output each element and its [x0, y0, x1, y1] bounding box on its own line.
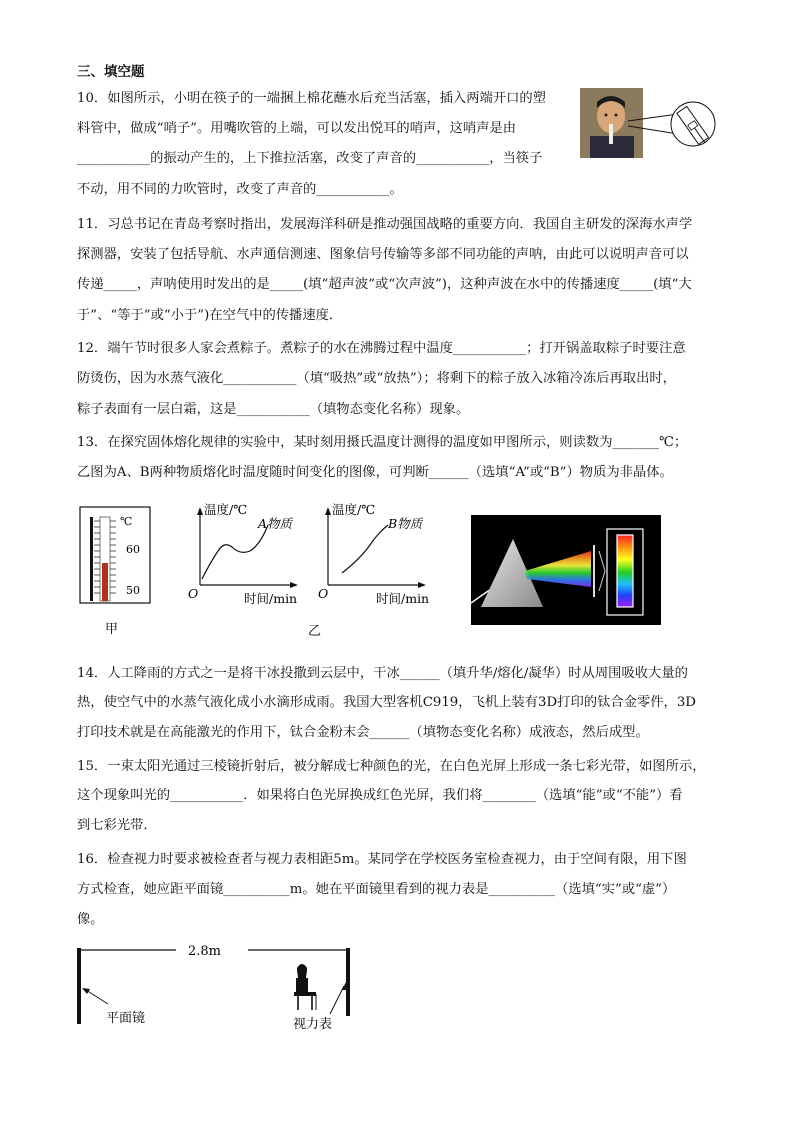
mirror-label: 平面镜 [106, 1011, 146, 1026]
thermo-tick-50: 50 [126, 584, 140, 597]
q11-line-2: 探测器，安装了包括导航、水声通信测速、图象信号传输等多部不同功能的声呐，由此可以说明声音可以 [77, 247, 689, 262]
q11-line-4: 于”、“等于”或“小于”)在空气中的传播速度． [77, 308, 343, 323]
q15-line-2: 这个现象叫光的___________．如果将白色光屏换成红色光屏，我们将________（选填“能”或“不能”）看 [77, 788, 683, 803]
q10-line-3: ___________的振动产生的，上下推拉活塞，改变了声音的___________，当筷子 [77, 151, 543, 166]
melting-graphs-figure [180, 495, 450, 649]
eye-chart-label: 视力表 [293, 1017, 333, 1032]
graph-a-xlabel: 时间/min [244, 591, 298, 606]
thermometer-figure [76, 505, 156, 644]
q15-line-3: 到七彩光带． [77, 818, 157, 833]
graph-b-ylabel: 温度/℃ [332, 502, 376, 517]
q14-line-1: 14．人工降雨的方式之一是将干冰投撒到云层中，干冰______（填升华/熔化/凝华）时从周围吸收大量的 [77, 666, 688, 681]
section-title: 三、填空题 [77, 64, 145, 80]
q11-line-1: 11．习总书记在青岛考察时指出，发展海洋科研是推动强国战略的重要方向．我国自主研发的深海水声学 [77, 217, 693, 232]
q13-line-1: 13．在探究固体熔化规律的实验中，某时刻用摄氏温度计测得的温度如甲图所示，则读数为_______℃； [77, 435, 688, 450]
q12-line-3: 粽子表面有一层白霜，这是___________（填物态变化名称）现象。 [77, 402, 470, 417]
eye-chart-wall [346, 948, 350, 1016]
graph-a-origin: O [188, 586, 199, 601]
distance-label: 2.8m [188, 944, 222, 959]
figure-caption-yi: 乙 [308, 624, 322, 639]
q10-line-4: 不动，用不同的力吹管时，改变了声音的___________。 [77, 182, 403, 197]
q16-line-3: 像。 [77, 912, 104, 927]
figure-caption-jia: 甲 [105, 622, 119, 637]
q15-line-1: 15．一束太阳光通过三棱镜折射后，被分解成七种颜色的光，在白色光屏上形成一条七彩光带，如图所示， [77, 759, 706, 774]
mirror-wall [77, 948, 81, 1024]
q12-line-2: 防烫伤，因为水蒸气液化___________（填“吸热”或“放热”）；将剩下的粽子放入冰箱冷冻后再取出时， [77, 371, 676, 386]
mirror-figure [72, 938, 372, 1042]
q10-line-1: 10．如图所示，小明在筷子的一端捆上棉花蘸水后充当活塞，插入两端开口的塑 [77, 91, 547, 106]
thermo-unit: ℃ [120, 515, 133, 528]
q14-line-3: 打印技术就是在高能激光的作用下，钛合金粉末会______（填物态变化名称）成液态，然后成型。 [77, 725, 649, 740]
graph-a-ylabel: 温度/℃ [204, 502, 248, 517]
graph-a-curve [202, 525, 268, 579]
prism-figure [471, 515, 661, 629]
graph-b-series-label: B物质 [388, 516, 423, 531]
q16-line-2: 方式检查，她应距平面镜__________m。她在平面镜里看到的视力表是__________（选填“实”或“虚”） [77, 882, 676, 897]
q13-line-2: 乙图为A、B两种物质熔化时温度随时间变化的图像，可判断______（选填“A”或“B”）物质为非晶体。 [77, 465, 673, 480]
thermo-tick-60: 60 [126, 543, 140, 556]
graph-b-curve [342, 525, 388, 573]
graph-b-xlabel: 时间/min [376, 591, 430, 606]
q16-line-1: 16．检查视力时要求被检查者与视力表相距5m。某同学在学校医务室检查视力，由于空间有限，用下图 [77, 852, 687, 867]
graph-a-series-label: A物质 [258, 516, 293, 531]
q14-line-2: 热，使空气中的水蒸气液化成小水滴形成雨。我国大型客机C919，飞机上装有3D打印的钛合金零件，3D [77, 695, 696, 710]
q10-line-2: 料管中，做成“哨子”。用嘴吹管的上端，可以发出悦耳的哨声，这哨声是由 [77, 121, 517, 136]
graph-b-origin: O [318, 586, 329, 601]
whistle-figure [578, 86, 720, 168]
q12-line-1: 12．端午节时很多人家会煮粽子。煮粽子的水在沸腾过程中温度___________；打开锅盖取粽子时要注意 [77, 341, 686, 356]
q11-line-3: 传递_____，声呐使用时发出的是_____(填“超声波”或“次声波”)，这种声波在水中的传播速度_____(填“大 [77, 277, 692, 292]
